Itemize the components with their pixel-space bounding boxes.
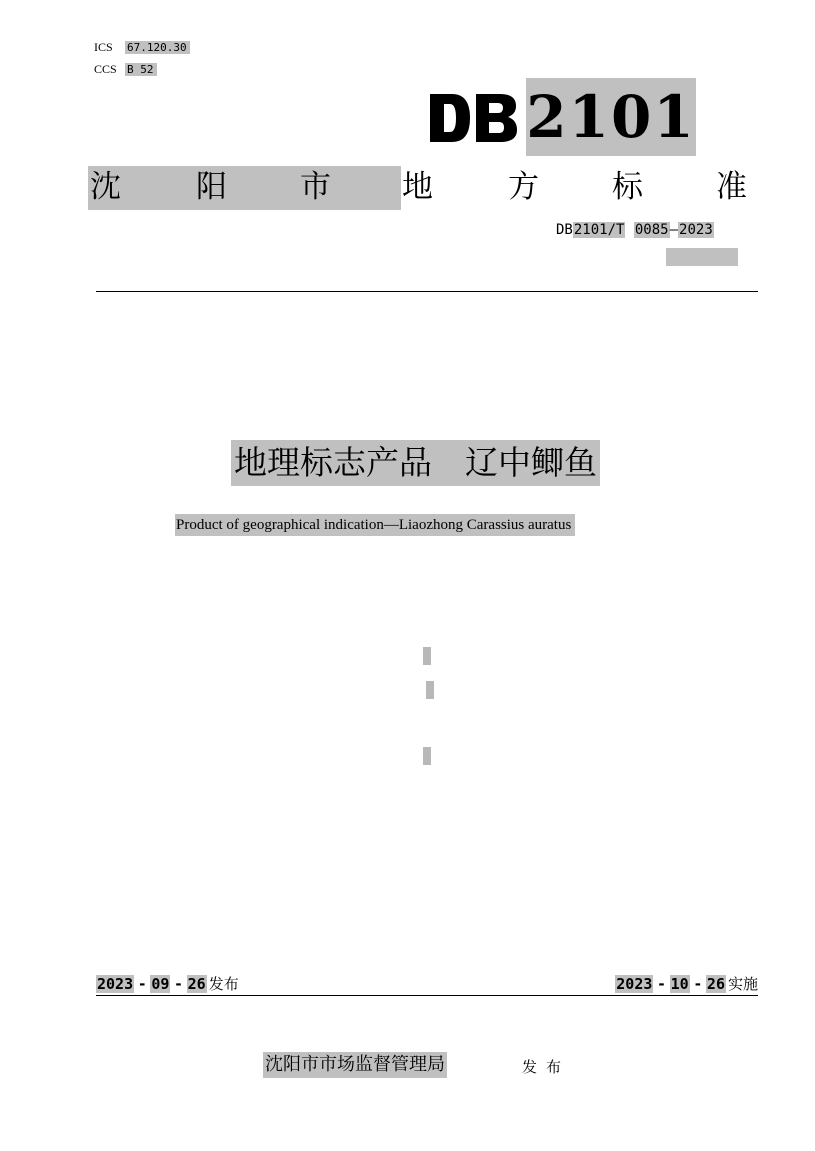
standard-type-char: 标 xyxy=(612,169,643,205)
ics-code xyxy=(94,40,190,55)
implement-year: 2023 xyxy=(616,975,653,993)
implement-day: 26 xyxy=(706,975,725,993)
empty-field-marker xyxy=(423,747,431,765)
publish-year: 2023 xyxy=(97,975,134,993)
replacement-info-placeholder xyxy=(666,248,738,266)
standard-type-highlight xyxy=(88,166,401,210)
implement-word: 实施 xyxy=(727,975,758,993)
standard-code-prefix: DB xyxy=(556,222,573,238)
header-divider xyxy=(96,291,758,292)
standard-type-char: 市 xyxy=(300,169,331,205)
ics-label: ICS xyxy=(94,40,113,54)
chinese-title: 地理标志产品 辽中鲫鱼 xyxy=(231,440,600,486)
implement-date xyxy=(615,973,758,994)
ccs-value: B 52 xyxy=(125,63,157,76)
db-logo xyxy=(428,92,518,144)
footer-divider xyxy=(96,995,758,996)
english-title: Product of geographical indication—Liaozhong Carassius auratus xyxy=(175,514,575,536)
issuing-authority: 沈阳市市场监督管理局 xyxy=(263,1052,447,1078)
standard-code-year: 2023 xyxy=(679,222,713,238)
publish-month: 09 xyxy=(151,975,170,993)
implement-month: 10 xyxy=(670,975,689,993)
standard-code-dash: — xyxy=(669,222,679,238)
standard-type-char: 准 xyxy=(716,169,747,205)
date-separator: - xyxy=(175,975,182,993)
db-number: 2101 xyxy=(526,78,696,156)
standard-type-char: 方 xyxy=(508,169,539,205)
standard-type-char: 地 xyxy=(402,169,433,205)
date-separator: - xyxy=(139,975,146,993)
publish-day: 26 xyxy=(187,975,206,993)
ccs-label: CCS xyxy=(94,62,117,76)
standard-code-number: 2101/T xyxy=(573,222,625,238)
ics-value: 67.120.30 xyxy=(125,41,190,54)
standard-code-sequence: 0085 xyxy=(634,222,669,238)
date-separator: - xyxy=(694,975,701,993)
empty-field-marker xyxy=(426,681,434,699)
publish-word: 发布 xyxy=(208,975,239,993)
ccs-code xyxy=(94,62,157,77)
publish-date xyxy=(96,973,239,994)
standard-type-char: 阳 xyxy=(196,169,227,205)
issue-word: 发布 xyxy=(522,1058,571,1076)
standard-code xyxy=(556,222,714,238)
standard-type-char: 沈 xyxy=(90,169,121,205)
empty-field-marker xyxy=(423,647,431,665)
date-separator: - xyxy=(658,975,665,993)
